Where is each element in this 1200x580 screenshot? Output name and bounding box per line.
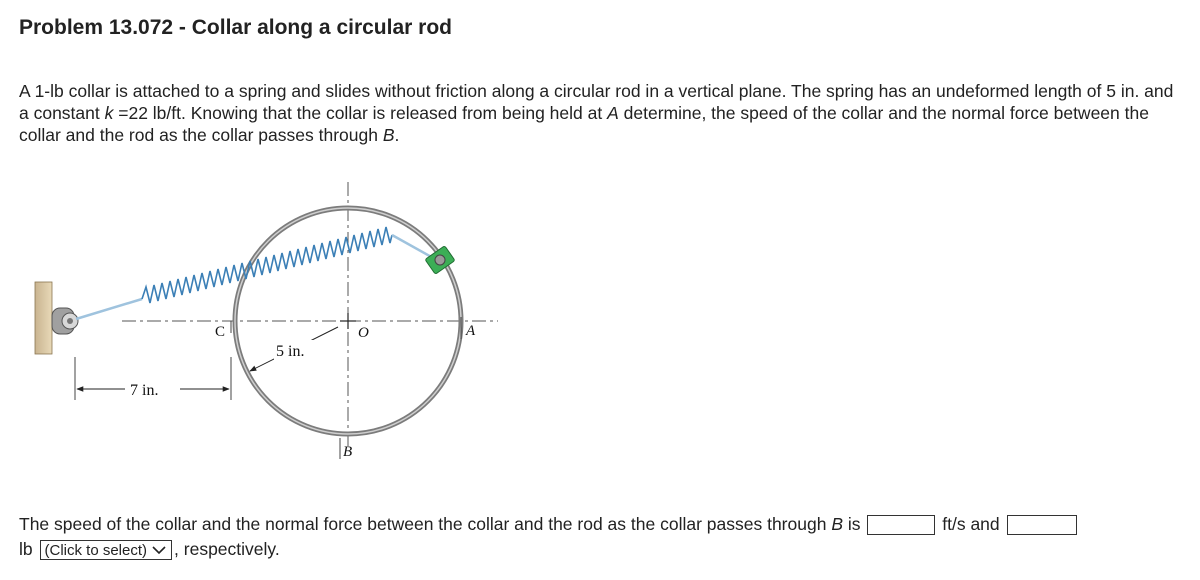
problem-text-4: . [394, 125, 400, 145]
offset-dimension-label: 7 in. [130, 382, 159, 399]
label-b: B [343, 444, 353, 460]
problem-text-3: determine, the speed of the collar and the normal force between the collar and the rod as the collar passes through [19, 103, 1149, 145]
normal-force-unit: lb [19, 539, 33, 559]
answer-point-b: B [831, 514, 843, 534]
pivot-pin-center [67, 318, 73, 324]
label-c: C [215, 324, 226, 340]
speed-unit: ft/s and [942, 514, 1000, 534]
problem-text-1: A 1-lb collar is attached to a spring and slides without friction along a circular rod in a vertical plane. The spring has an undeformed length of 5 in. and a constant [19, 81, 1174, 123]
collar-rod-figure [30, 175, 510, 465]
spring-constant-symbol: k [104, 103, 114, 123]
radius-dimension-label: 5 in. [276, 343, 305, 360]
spring-coil [142, 227, 392, 303]
label-a: A [466, 323, 476, 339]
spring-end-left [76, 299, 142, 319]
answer-sentence [19, 512, 1194, 562]
collar-pin [435, 255, 445, 265]
problem-title: Problem 13.072 - Collar along a circular rod [19, 16, 452, 39]
answer-text-3: , respectively. [174, 539, 280, 559]
normal-force-input[interactable] [1007, 515, 1077, 535]
point-a-ref: A [607, 103, 619, 123]
direction-select[interactable] [40, 540, 173, 560]
speed-input[interactable] [867, 515, 935, 535]
answer-text-2: is [843, 514, 861, 534]
problem-statement [19, 80, 1179, 146]
wall-support [35, 282, 52, 354]
point-b-ref: B [382, 125, 395, 145]
label-o: O [358, 325, 369, 341]
problem-text-2: =22 lb/ft. Knowing that the collar is released from being held at [113, 103, 608, 123]
answer-text-1: The speed of the collar and the normal force between the collar and the rod as the collar passes through [19, 514, 832, 534]
chevron-down-icon [151, 544, 167, 556]
direction-select-label: (Click to select) [44, 541, 148, 559]
